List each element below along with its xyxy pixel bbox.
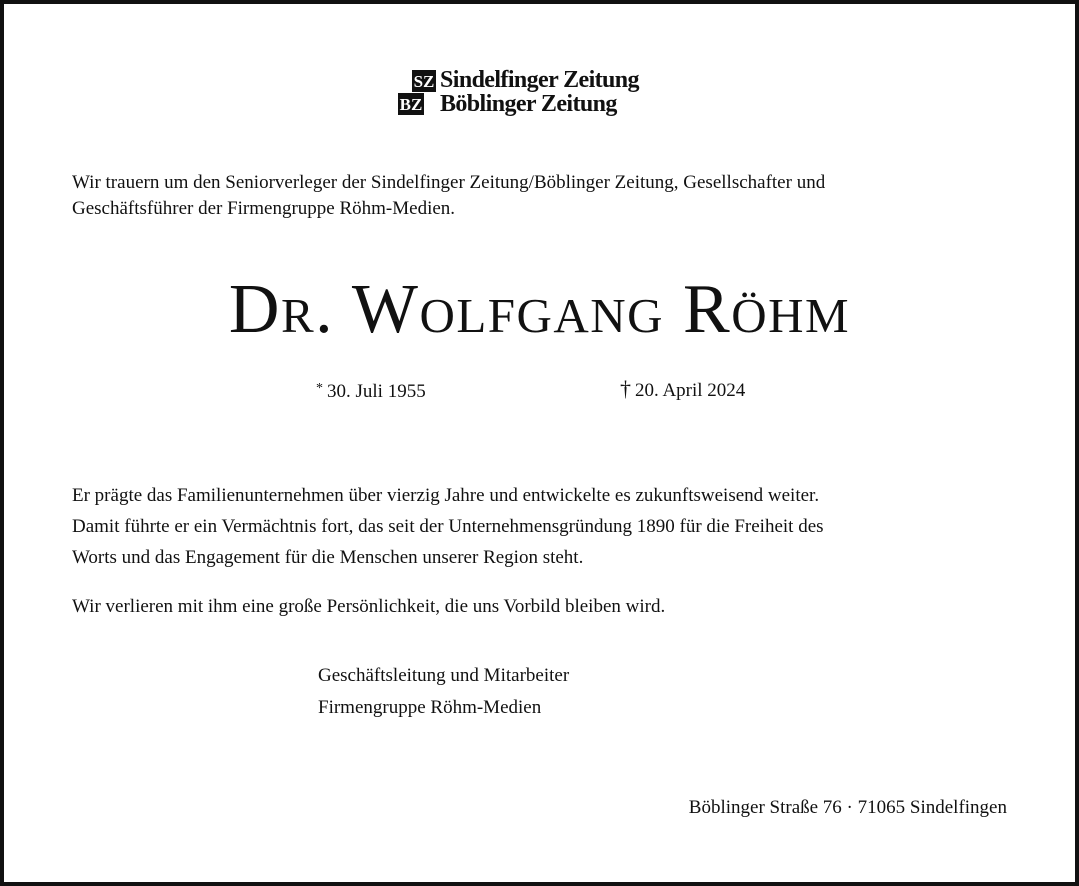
birth-date-text: 30. Juli 1955 xyxy=(327,381,426,402)
logo-sz-text: SZ xyxy=(413,72,435,91)
deceased-name: Dr. Wolfgang Röhm xyxy=(228,271,851,348)
death-date-text: 20. April 2024 xyxy=(635,380,746,401)
tribute-line: Damit führte er ein Vermächtnis fort, das seit der Unternehmensgründung 1890 für die Freiheit des xyxy=(72,516,824,537)
tribute-closing-line: Wir verlieren mit ihm eine große Persönlichkeit, die uns Vorbild bleiben wird. xyxy=(72,596,666,617)
death-date xyxy=(620,376,745,404)
masthead-title-sindelfinger: Sindelfinger Zeitung xyxy=(440,67,639,93)
intro-text xyxy=(72,170,972,222)
tribute-text xyxy=(72,480,1002,622)
logo-bz-text: BZ xyxy=(399,95,423,114)
signature-line: Firmengruppe Röhm-Medien xyxy=(318,697,542,718)
tribute-line: Er prägte das Familienunternehmen über vierzig Jahre und entwickelte es zukunftsweisend weiter. xyxy=(72,485,820,506)
birth-date xyxy=(316,376,426,405)
death-cross-icon: † xyxy=(620,376,631,401)
intro-line: Wir trauern um den Seniorverleger der Sindelfinger Zeitung/Böblinger Zeitung, Gesellschafter und xyxy=(72,172,826,193)
postal-address: Böblinger Straße 76 · 71065 Sindelfingen xyxy=(688,797,1007,818)
masthead-title-boeblinger: Böblinger Zeitung xyxy=(440,91,617,117)
newspaper-logo-icon xyxy=(398,70,438,116)
signature-line: Geschäftsleitung und Mitarbeiter xyxy=(318,665,570,686)
tribute-line: Worts und das Engagement für die Menschen unserer Region steht. xyxy=(72,547,584,568)
birth-star-icon: * xyxy=(316,381,323,396)
signature-block xyxy=(318,660,569,724)
newspaper-masthead xyxy=(398,68,698,120)
intro-line: Geschäftsführer der Firmengruppe Röhm-Medien. xyxy=(72,198,456,219)
